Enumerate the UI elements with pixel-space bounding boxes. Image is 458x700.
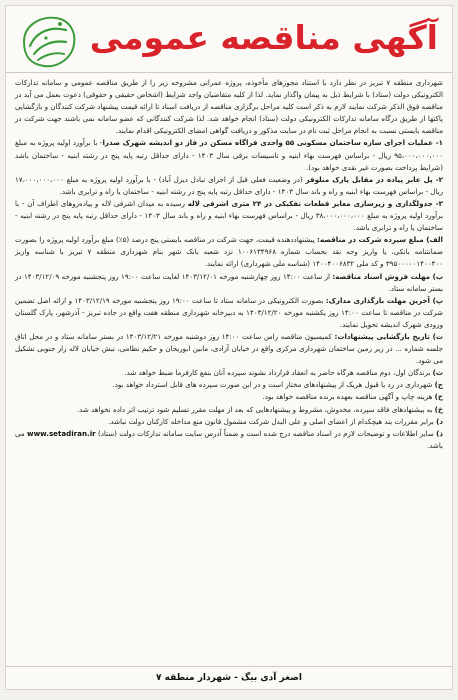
project-item-1 — [15, 137, 443, 173]
condition-deposit — [15, 234, 443, 270]
website-suffix: می باشد. — [15, 428, 443, 450]
condition-sale-deadline — [15, 271, 443, 295]
condition-opening-date — [15, 331, 443, 367]
notice-body — [6, 73, 452, 452]
notice-title: آگهی مناقصه عمومی — [89, 18, 438, 57]
condition-label: پ) آخرین مهلت بارگذاری مدارک: — [325, 295, 443, 305]
project-item-text: (در وضعیت فعلی قبل از اجرای تبادل دیزل آباد) - با برآورد اولیه پروژه به مبلغ ۱۷،۰۰۰،۰۰۰،۰۰۰ ریال - براساس فهرست بهاء ابنیه و راه و باند سال ۱۴۰۳ - دارای حداقل رتبه پایه پنج در رشته ابنیه - ساختمان یا راه و ترابری باشد. — [15, 174, 443, 196]
condition-label: د) — [436, 416, 443, 426]
project-item-label: ۱- عملیات اجرای سازه ساختمان مسکونی ۵۵ واحدی فراگاه مسکن در فاز دو اندیشه شهرک صدرا — [102, 138, 443, 148]
condition-text: پیشنهاددهنده قیمت، جهت شرکت در مناقصه بایستی پنج درصد (۵٪) مبلغ برآورد اولیه پروژه را بصورت ضمانتنامه بانکی، یا واریز وجه نقد بحساب شماره ۱۰۰۶۱۳۴۹۶۸ نزد شعبه بانک شهر بنام شهرداری منطقه ۷ تبریز با شناسه واریز ۳۹۵۰۰۰۰۰۱۴۰۰۴۰۰ و کد ملی ۱۴۰۰۴۰۰۶۸۳۲ (شناسه ملی شهرداری) ارائه نمایند. — [15, 235, 443, 269]
condition-ad-cost — [15, 391, 443, 403]
condition-label: ج) — [434, 380, 443, 390]
condition-label: ث) — [432, 368, 443, 378]
condition-text: هزینه چاپ و آگهی مناقصه بعهده برنده مناقصه خواهد بود. — [262, 392, 433, 402]
condition-conflict-law — [15, 416, 443, 428]
project-item-label: ۲- پل عابر پیاده در مقابل پارک منلوفر — [305, 174, 443, 184]
website-link[interactable]: www.setadiran.ir — [27, 428, 96, 438]
municipality-logo — [16, 12, 80, 72]
condition-label: ح) — [434, 392, 443, 402]
condition-reject-right — [15, 379, 443, 391]
project-item-text: - با برآورد اولیه پروژه به مبلغ ۹۵،۰۰۰،۰۰۰،۰۰۰ ریال - براساس فهرست بهاء ابنیه و تاسیسات برقی سال ۱۴۰۳ - دارای حداقل رتبه پایه پنج در رشته ابنیه - ساختمان باشد (شرایط پرداخت بصورت غیر نقدی خواهد بود). — [15, 138, 443, 172]
condition-label: خ) — [434, 404, 443, 414]
condition-text: برابر مقررات بند هیچکدام از اعضای اصلی و علی البدل شرکت مشمول قانون منع مداخله کارکنان دولت نباشد. — [108, 416, 434, 426]
intro-paragraph: شهرداری منطقه ۷ تبریز در نظر دارد با استناد مجوزهای مأخوذه، پروژه عمرانی مشروحه زیر را از طریق مناقصه عمومی و سامانه تدارکات الکترونیکی دولت (ستاد) با شرایط ذیل به پیمان واگذار نماید. لذا از کلیه متقاضیان واجد شرایط (اشخاص حقیقی و حقوقی) دعوت بعمل می آید در مناقصه فوق الذکر شرکت نمایند لازم به ذکر است کلیه مراحل برگزاری مناقصه از دریافت اسناد تا ارائه قیمت پیشنهاد شرکت کنندگان و بازگشایی پاکتها از طریق درگاه سامانه تدارکات الکترونیکی دولت (ستاد) انجام خواهد شد. لذا شرکت کنندگانی که عضو سامانه نمی باشند جهت شرکت در مناقصه بایستی نسبت به انجام مراحل ثبت نام در سایت مذکور و دریافت گواهی امضای الکترونیکی اقدام نمایند. — [15, 78, 443, 136]
condition-text: کمیسیون مناقصه راس ساعت ۱۴:۰۰ روز دوشنبه مورخه ۱۴۰۳/۱۲/۲۱ در بستر سامانه ستاد و در محل اتاق جلسه شماره ... در زیر زمین ساختمان شهرداری مرکزی واقع در خیابان آزادی، مابین ابوریحان و حکیم نظامی، نبش خیابان لاله زار جنوبی تشکیل می شود. — [15, 331, 443, 366]
notice-page — [5, 5, 453, 690]
condition-invalid-bids — [15, 404, 443, 416]
notice-signature: اصغر آدی بیگ - شهردار منطقه ۷ — [6, 666, 452, 689]
condition-more-info — [15, 428, 443, 452]
condition-text: به پیشنهادهای فاقد سپرده، مخدوش، مشروط و پیشنهادهایی که بعد از مهلت مقرر تسلیم شود ترتیب اثر داده نخواهد شد. — [76, 404, 433, 414]
condition-label: ب) مهلت فروش اسناد مناقصه: — [332, 271, 443, 281]
condition-label: ذ) — [436, 428, 443, 438]
project-item-3 — [15, 198, 443, 234]
condition-text: شهرداری در رد یا قبول هریک از پیشنهادهای مختار است و در این صورت سپرده های قابل استرداد خواهد بود. — [112, 380, 433, 390]
condition-text: از ساعت ۱۴:۰۰ روز چهارشنبه مورخه ۱۴۰۳/۱۲/۰۱ لغایت ساعت ۱۹:۰۰ روز پنجشنبه مورخه ۱۴۰۳/۱۲/۰۹ در بستر سامانه ستاد. — [15, 271, 443, 293]
project-item-2 — [15, 174, 443, 198]
notice-header — [6, 6, 452, 73]
condition-upload-deadline — [15, 295, 443, 331]
condition-text: برندگان اول، دوم مناقصه هرگاه حاضر به انعقاد قرارداد نشوند سپرده آنان بنفع کارفرما ضبط خواهد شد. — [124, 368, 431, 378]
condition-winners — [15, 367, 443, 379]
condition-text: سایر اطلاعات و توضیحات لازم در اسناد مناقصه درج شده است و ضمناً آدرس سایت سامانه تدارکات دولت (ستاد) — [97, 428, 434, 438]
project-item-text: رسیده به میدان اشرفی لاله و پیاده‌روهای اطراف آن - با برآورد اولیه پروژه به مبلغ ۳۸،۰۰۰،۰۰۰،۰۰۰ ریال - براساس فهرست بهاء ابنیه و راه و باند سال ۱۴۰۳ - دارای حداقل رتبه پایه پنج در رشته ابنیه - ساختمان یا راه و ترابری باشد. — [15, 198, 443, 233]
condition-label: الف) مبلغ سپرده شرکت در مناقصه: — [317, 235, 443, 245]
condition-text: بصورت الکترونیکی در سامانه ستاد تا ساعت ۱۹:۰۰ روز پنجشنبه مورخه ۱۴۰۳/۱۲/۱۹ و ارائه اصل تضمین شرکت در مناقصه تا ساعت ۱۴:۰۰ روز یکشنبه مورخه ۱۴۰۳/۱۲/۲۰ به دبیرخانه شهرداری منطقه هفت واقع در جاده تبریز - آذرشهر، پارک گلستان ورودی شهرک اندیشه تحویل نمایند. — [15, 295, 444, 329]
project-item-label: ۳- جدولگذاری و زیرسازی معابر قطعات تفکیکی در ۲۴ متری اشرفی لاله — [187, 198, 443, 208]
condition-label: ت) تاریخ بازگشایی پیشنهادات: — [334, 331, 443, 341]
